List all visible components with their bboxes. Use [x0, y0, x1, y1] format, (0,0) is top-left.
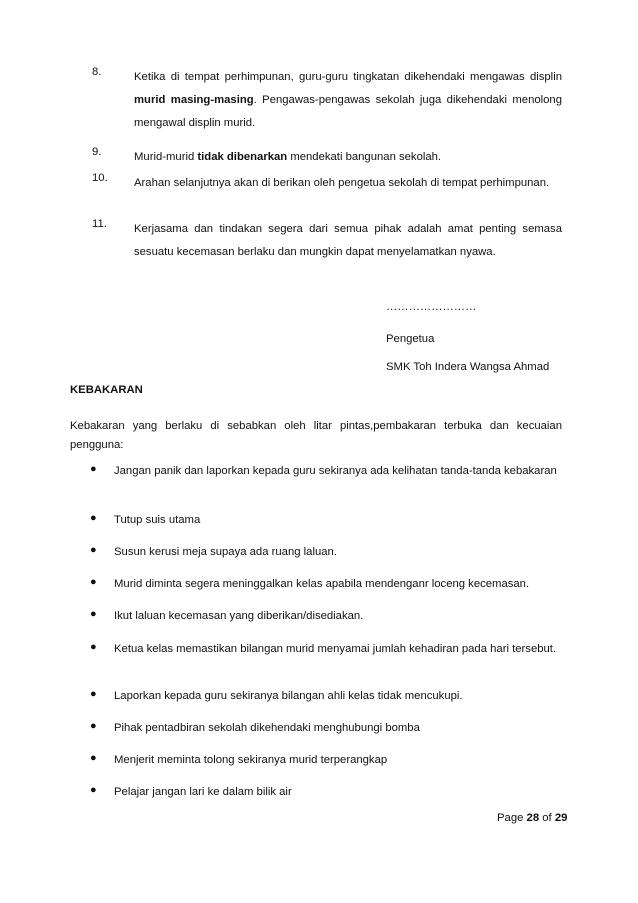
bullet-text: Ketua kelas memastikan bilangan murid menyamai jumlah kehadiran pada hari tersebut. [114, 643, 557, 655]
bullet-text: Tutup suis utama [114, 514, 201, 526]
bullet-text: Jangan panik dan laporkan kepada guru sekiranya ada kelihatan tanda-tanda kebakaran [114, 465, 557, 477]
bullet-icon: ● [90, 544, 97, 556]
footer-page-word: Page [497, 812, 524, 824]
bullet-icon: ● [90, 512, 97, 524]
item-number: 10. [92, 172, 108, 184]
section-intro: Kebakaran yang berlaku di sebabkan oleh litar pintas,pembakaran terbuka dan kecuaian pengguna: [70, 420, 562, 451]
item-text [134, 146, 562, 169]
bullet-text: Pelajar jangan lari ke dalam bilik air [114, 786, 292, 798]
signature-line: …………………… [386, 301, 477, 313]
footer-total-pages: 29 [554, 812, 568, 824]
signature-school: SMK Toh Indera Wangsa Ahmad [386, 361, 550, 373]
item-number: 9. [92, 146, 102, 158]
bullet-icon: ● [90, 688, 97, 700]
section-heading: KEBAKARAN [70, 384, 143, 396]
item-text-plain-end: . Pengawas-pengawas sekolah juga dikehendaki menolong mengawal displin murid. [134, 94, 562, 129]
bullet-icon: ● [90, 784, 97, 796]
bullet-icon: ● [90, 752, 97, 764]
item-number: 8. [92, 66, 102, 78]
item-text [134, 66, 562, 135]
signature-role: Pengetua [386, 333, 435, 345]
bullet-text: Pihak pentadbiran sekolah dikehendaki menghubungi bomba [114, 722, 420, 734]
item-text: Arahan selanjutnya akan di berikan oleh pengetua sekolah di tempat perhimpunan. [134, 177, 550, 189]
bullet-text: Ikut laluan kecemasan yang diberikan/disediakan. [114, 610, 364, 622]
item-text-bold: tidak dibenarkan [197, 151, 288, 163]
footer-of-word: of [542, 812, 552, 824]
bullet-text: Menjerit meminta tolong sekiranya murid terperangkap [114, 754, 388, 766]
page-footer [497, 812, 567, 824]
item-text-bold: murid masing-masing [134, 94, 254, 106]
bullet-icon: ● [90, 576, 97, 588]
bullet-text: Laporkan kepada guru sekiranya bilangan ahli kelas tidak mencukupi. [114, 690, 463, 702]
bullet-icon: ● [90, 608, 97, 620]
item-text: Kerjasama dan tindakan segera dari semua pihak adalah amat penting semasa sesuatu kecemasan berlaku dan mungkin dapat menyelamatkan nyawa. [134, 223, 562, 258]
footer-current-page: 28 [526, 812, 540, 824]
bullet-icon: ● [90, 463, 97, 475]
item-text-plain-end: mendekati bangunan sekolah. [287, 151, 442, 163]
bullet-icon: ● [90, 641, 97, 653]
item-number: 11. [92, 218, 107, 230]
bullet-text: Susun kerusi meja supaya ada ruang laluan. [114, 546, 337, 558]
bullet-icon: ● [90, 720, 97, 732]
item-text-plain: Ketika di tempat perhimpunan, guru-guru tingkatan dikehendaki mengawas displin [134, 71, 562, 83]
bullet-text: Murid diminta segera meninggalkan kelas apabila mendenganr loceng kecemasan. [114, 578, 530, 590]
item-text-plain: Murid-murid [134, 151, 198, 163]
